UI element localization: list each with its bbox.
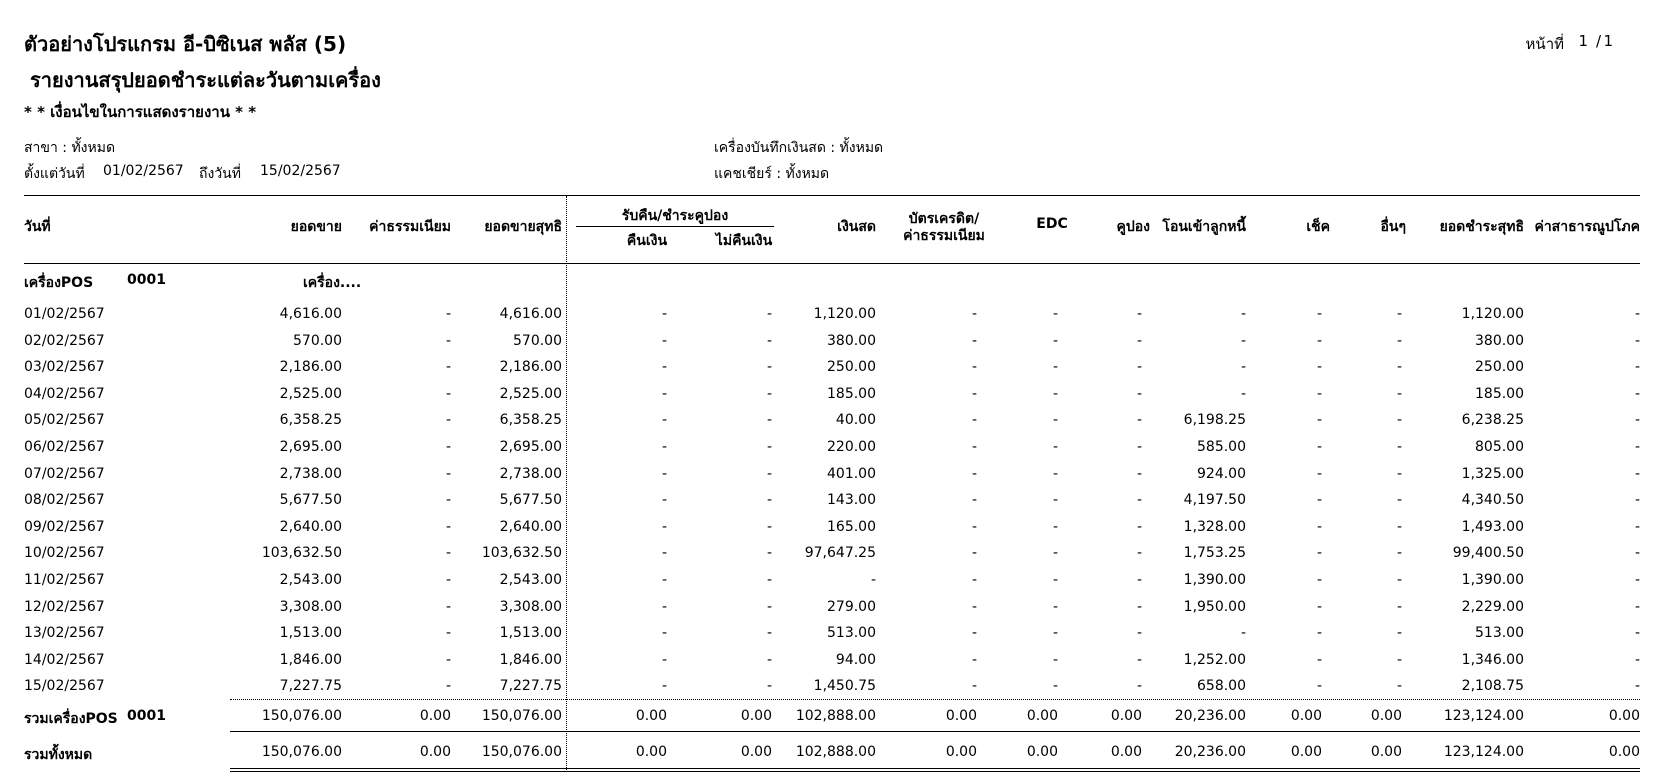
row-cell-edc: - [1052,333,1058,349]
grand-total-rn: 0.00 [740,744,772,760]
row-date: 14/02/2567 [24,652,105,668]
group-total-netpay: 123,124.00 [1443,708,1524,724]
row-cell-other: - [1396,625,1402,641]
row-cell-cash: 380.00 [827,333,876,349]
row-cell-edc: - [1052,386,1058,402]
row-cell-cc: - [971,519,977,535]
row-cell-net: 6,358.25 [499,412,562,428]
row-cell-net: 2,543.00 [499,572,562,588]
row-cell-transfer: - [1240,359,1246,375]
row-date: 12/02/2567 [24,599,105,615]
row-date: 01/02/2567 [24,306,105,322]
grand-total-rc: 0.00 [635,744,667,760]
row-cell-sales: 5,677.50 [279,492,342,508]
row-cell-netpay: 1,390.00 [1461,572,1524,588]
row-cell-util: - [1634,545,1640,561]
row-cell-net: 103,632.50 [481,545,562,561]
row-cell-cheque: - [1316,386,1322,402]
row-cell-coupon: - [1136,572,1142,588]
row-cell-transfer: 1,252.00 [1183,652,1246,668]
group-total-rc: 0.00 [635,708,667,724]
row-cell-rn: - [766,678,772,694]
row-cell-cheque: - [1316,333,1322,349]
row-cell-other: - [1396,306,1402,322]
row-cell-fee: - [445,439,451,455]
row-cell-edc: - [1052,545,1058,561]
col-refund-cash: คืนเงิน [626,233,668,249]
row-cell-rn: - [766,439,772,455]
row-date: 10/02/2567 [24,545,105,561]
row-cell-transfer: - [1240,333,1246,349]
row-cell-edc: - [1052,652,1058,668]
row-cell-rn: - [766,519,772,535]
row-cell-rc: - [661,306,667,322]
row-cell-util: - [1634,439,1640,455]
row-cell-transfer: 4,197.50 [1183,492,1246,508]
group-total-fee: 0.00 [419,708,451,724]
row-cell-edc: - [1052,439,1058,455]
row-cell-net: 2,525.00 [499,386,562,402]
row-cell-fee: - [445,466,451,482]
row-cell-util: - [1634,466,1640,482]
group-total-transfer: 20,236.00 [1174,708,1246,724]
row-cell-netpay: 513.00 [1475,625,1524,641]
row-cell-net: 3,308.00 [499,599,562,615]
grand-total-fee: 0.00 [419,744,451,760]
grand-total-net: 150,076.00 [481,744,562,760]
page-total: 1 [1603,32,1613,50]
row-cell-rn: - [766,359,772,375]
row-cell-netpay: 1,493.00 [1461,519,1524,535]
row-cell-other: - [1396,359,1402,375]
row-cell-net: 2,640.00 [499,519,562,535]
row-date: 02/02/2567 [24,333,105,349]
row-cell-netpay: 185.00 [1475,386,1524,402]
row-cell-netpay: 6,238.25 [1461,412,1524,428]
row-cell-other: - [1396,333,1402,349]
row-cell-edc: - [1052,678,1058,694]
row-cell-net: 2,738.00 [499,466,562,482]
row-cell-cc: - [971,359,977,375]
row-cell-cash: 185.00 [827,386,876,402]
row-cell-rc: - [661,625,667,641]
row-cell-transfer: - [1240,625,1246,641]
row-cell-netpay: 250.00 [1475,359,1524,375]
row-cell-coupon: - [1136,545,1142,561]
grand-total-cheque: 0.00 [1290,744,1322,760]
col-sales: ยอดขาย [290,219,342,235]
row-cell-cash: 1,450.75 [813,678,876,694]
row-cell-cash: 165.00 [827,519,876,535]
row-date: 03/02/2567 [24,359,105,375]
row-cell-other: - [1396,545,1402,561]
row-cell-coupon: - [1136,678,1142,694]
row-date: 11/02/2567 [24,572,105,588]
group-total-edc: 0.00 [1026,708,1058,724]
col-credit-card-line2: ค่าธรรมเนียม [903,228,985,244]
row-cell-cash: - [870,572,876,588]
row-cell-transfer: 1,753.25 [1183,545,1246,561]
row-cell-coupon: - [1136,599,1142,615]
group-total-cash: 102,888.00 [795,708,876,724]
row-cell-sales: 2,543.00 [279,572,342,588]
row-cell-cc: - [971,333,977,349]
row-cell-other: - [1396,439,1402,455]
conditions-title: * * เงื่อนไขในการแสดงรายงาน * * [24,103,257,121]
row-cell-edc: - [1052,359,1058,375]
group-total-cc: 0.00 [945,708,977,724]
row-cell-rn: - [766,625,772,641]
row-cell-util: - [1634,359,1640,375]
col-cheque: เช็ค [1306,219,1330,235]
group-total-cheque: 0.00 [1290,708,1322,724]
row-cell-rc: - [661,519,667,535]
row-cell-util: - [1634,492,1640,508]
row-cell-edc: - [1052,466,1058,482]
row-cell-coupon: - [1136,359,1142,375]
row-cell-other: - [1396,652,1402,668]
row-cell-cash: 143.00 [827,492,876,508]
row-cell-sales: 4,616.00 [279,306,342,322]
row-cell-transfer: 924.00 [1197,466,1246,482]
row-cell-rc: - [661,652,667,668]
row-cell-rc: - [661,678,667,694]
row-date: 06/02/2567 [24,439,105,455]
row-cell-rc: - [661,412,667,428]
table-header-bottom-line [24,263,1640,264]
col-net-payment: ยอดชำระสุทธิ [1439,219,1524,235]
row-cell-rc: - [661,359,667,375]
row-cell-cc: - [971,625,977,641]
row-cell-other: - [1396,678,1402,694]
row-cell-coupon: - [1136,386,1142,402]
row-cell-cheque: - [1316,439,1322,455]
group-total-code: 0001 [127,708,166,724]
row-cell-cash: 279.00 [827,599,876,615]
row-cell-fee: - [445,599,451,615]
row-cell-cc: - [971,652,977,668]
row-cell-cheque: - [1316,492,1322,508]
row-cell-rc: - [661,572,667,588]
row-cell-transfer: 658.00 [1197,678,1246,694]
row-cell-transfer: 1,328.00 [1183,519,1246,535]
row-cell-cheque: - [1316,572,1322,588]
col-net-sales: ยอดขายสุทธิ [484,219,562,235]
row-cell-fee: - [445,386,451,402]
col-transfer: โอนเข้าลูกหนี้ [1162,219,1246,235]
row-cell-transfer: 585.00 [1197,439,1246,455]
row-cell-net: 1,513.00 [499,625,562,641]
row-cell-rc: - [661,439,667,455]
row-cell-cc: - [971,412,977,428]
row-cell-other: - [1396,492,1402,508]
row-cell-fee: - [445,492,451,508]
row-cell-coupon: - [1136,652,1142,668]
row-cell-util: - [1634,386,1640,402]
row-cell-sales: 1,846.00 [279,652,342,668]
col-coupon: คูปอง [1116,219,1150,235]
row-cell-other: - [1396,466,1402,482]
group-total-coupon: 0.00 [1110,708,1142,724]
row-cell-fee: - [445,572,451,588]
row-cell-netpay: 1,120.00 [1461,306,1524,322]
report-title: รายงานสรุปยอดชำระแต่ละวันตามเครื่อง [30,68,381,92]
row-cell-util: - [1634,572,1640,588]
filter-date-to-label: ถึงวันที่ [199,166,241,182]
row-cell-cheque: - [1316,678,1322,694]
row-cell-netpay: 2,229.00 [1461,599,1524,615]
table-header-top-line [24,195,1640,196]
row-cell-rn: - [766,652,772,668]
row-cell-net: 4,616.00 [499,306,562,322]
row-cell-sales: 7,227.75 [279,678,342,694]
row-cell-fee: - [445,333,451,349]
row-cell-sales: 3,308.00 [279,599,342,615]
row-cell-cheque: - [1316,545,1322,561]
row-cell-transfer: - [1240,386,1246,402]
row-cell-cash: 220.00 [827,439,876,455]
row-cell-cash: 250.00 [827,359,876,375]
group-total-top-line [230,699,1640,700]
row-cell-edc: - [1052,492,1058,508]
row-cell-fee: - [445,412,451,428]
col-date: วันที่ [24,219,51,235]
row-cell-net: 1,846.00 [499,652,562,668]
row-cell-fee: - [445,519,451,535]
row-cell-coupon: - [1136,412,1142,428]
row-cell-edc: - [1052,412,1058,428]
row-cell-util: - [1634,678,1640,694]
row-cell-rn: - [766,306,772,322]
col-cash: เงินสด [837,219,876,235]
row-cell-coupon: - [1136,625,1142,641]
row-cell-coupon: - [1136,333,1142,349]
row-cell-fee: - [445,625,451,641]
row-cell-util: - [1634,625,1640,641]
row-cell-fee: - [445,652,451,668]
grand-total-edc: 0.00 [1026,744,1058,760]
row-cell-net: 570.00 [513,333,562,349]
row-cell-rn: - [766,466,772,482]
row-cell-fee: - [445,545,451,561]
row-date: 05/02/2567 [24,412,105,428]
row-cell-coupon: - [1136,439,1142,455]
col-utility: ค่าสาธารณูปโภค [1534,219,1640,235]
row-cell-sales: 2,525.00 [279,386,342,402]
row-cell-sales: 570.00 [293,333,342,349]
group-label: เครื่องPOS [24,275,94,291]
row-cell-rc: - [661,466,667,482]
page-label: หน้าที่ [1525,35,1564,53]
row-cell-cash: 40.00 [835,412,876,428]
row-cell-other: - [1396,572,1402,588]
row-cell-netpay: 99,400.50 [1452,545,1524,561]
row-cell-cheque: - [1316,412,1322,428]
col-refund-group: รับคืน/ชำระคูปอง [621,208,729,224]
group-total-other: 0.00 [1370,708,1402,724]
row-cell-rc: - [661,333,667,349]
grand-total-coupon: 0.00 [1110,744,1142,760]
row-cell-netpay: 1,325.00 [1461,466,1524,482]
row-cell-transfer: 1,950.00 [1183,599,1246,615]
page-separator: / [1595,32,1601,50]
row-cell-netpay: 4,340.50 [1461,492,1524,508]
row-cell-cc: - [971,466,977,482]
row-cell-cheque: - [1316,359,1322,375]
grand-total-transfer: 20,236.00 [1174,744,1246,760]
filter-date-from-label: ตั้งแต่วันที่ [24,166,85,182]
group-total-net: 150,076.00 [481,708,562,724]
row-cell-edc: - [1052,306,1058,322]
row-date: 04/02/2567 [24,386,105,402]
row-cell-cc: - [971,492,977,508]
row-cell-fee: - [445,306,451,322]
col-credit-card-line1: บัตรเครดิต/ [908,211,980,227]
row-cell-transfer: 6,198.25 [1183,412,1246,428]
row-cell-sales: 2,738.00 [279,466,342,482]
row-cell-netpay: 805.00 [1475,439,1524,455]
row-cell-cc: - [971,386,977,402]
col-other: อื่นๆ [1380,219,1406,235]
row-cell-sales: 103,632.50 [261,545,342,561]
row-cell-sales: 2,640.00 [279,519,342,535]
row-cell-rn: - [766,572,772,588]
row-cell-cash: 1,120.00 [813,306,876,322]
group-total-bottom-line [230,731,1640,732]
row-date: 09/02/2567 [24,519,105,535]
row-cell-sales: 2,695.00 [279,439,342,455]
filter-cash-register: เครื่องบันทึกเงินสด : ทั้งหมด [714,140,884,156]
col-refund-nocash: ไม่คืนเงิน [715,233,773,249]
row-cell-net: 2,695.00 [499,439,562,455]
row-cell-netpay: 1,346.00 [1461,652,1524,668]
row-cell-cheque: - [1316,652,1322,668]
row-cell-fee: - [445,678,451,694]
row-cell-other: - [1396,412,1402,428]
row-cell-rn: - [766,599,772,615]
grand-total-sales: 150,076.00 [261,744,342,760]
row-cell-edc: - [1052,572,1058,588]
row-cell-fee: - [445,359,451,375]
row-cell-netpay: 380.00 [1475,333,1524,349]
row-cell-sales: 6,358.25 [279,412,342,428]
row-cell-net: 7,227.75 [499,678,562,694]
company-name: ตัวอย่างโปรแกรม อี-บิซิเนส พลัส (5) [24,32,347,56]
row-cell-edc: - [1052,625,1058,641]
group-code: 0001 [127,272,166,288]
row-date: 13/02/2567 [24,625,105,641]
row-cell-transfer: 1,390.00 [1183,572,1246,588]
filter-branch: สาขา : ทั้งหมด [24,140,116,156]
row-cell-cash: 97,647.25 [804,545,876,561]
row-cell-net: 2,186.00 [499,359,562,375]
row-cell-util: - [1634,333,1640,349]
grand-total-cash: 102,888.00 [795,744,876,760]
row-cell-rc: - [661,492,667,508]
row-cell-util: - [1634,519,1640,535]
row-cell-edc: - [1052,519,1058,535]
row-cell-cheque: - [1316,306,1322,322]
row-cell-edc: - [1052,599,1058,615]
group-total-sales: 150,076.00 [261,708,342,724]
row-cell-rc: - [661,386,667,402]
filter-date-to: 15/02/2567 [260,163,341,179]
grand-total-other: 0.00 [1370,744,1402,760]
col-fee: ค่าธรรมเนียม [369,219,451,235]
col-edc: EDC [1036,216,1068,232]
row-cell-cc: - [971,678,977,694]
row-cell-net: 5,677.50 [499,492,562,508]
group-total-util: 0.00 [1608,708,1640,724]
group-name: เครื่อง.... [303,275,362,291]
row-cell-cc: - [971,306,977,322]
row-cell-cheque: - [1316,599,1322,615]
grand-total-util: 0.00 [1608,744,1640,760]
row-cell-other: - [1396,599,1402,615]
row-cell-rn: - [766,412,772,428]
row-cell-other: - [1396,386,1402,402]
grand-total-line-1 [230,768,1640,769]
filter-cashier: แคชเชียร์ : ทั้งหมด [714,166,830,182]
page-number: 1 [1578,32,1588,50]
grand-total-netpay: 123,124.00 [1443,744,1524,760]
row-cell-util: - [1634,599,1640,615]
row-cell-cc: - [971,599,977,615]
row-cell-rn: - [766,333,772,349]
row-cell-util: - [1634,306,1640,322]
row-cell-cc: - [971,439,977,455]
row-cell-rn: - [766,492,772,508]
row-cell-cc: - [971,572,977,588]
group-total-label: รวมเครื่องPOS [24,711,118,727]
row-cell-cheque: - [1316,519,1322,535]
row-cell-coupon: - [1136,519,1142,535]
row-date: 15/02/2567 [24,678,105,694]
row-date: 07/02/2567 [24,466,105,482]
row-cell-rn: - [766,545,772,561]
row-cell-rc: - [661,545,667,561]
row-cell-other: - [1396,519,1402,535]
group-total-rn: 0.00 [740,708,772,724]
grand-total-cc: 0.00 [945,744,977,760]
row-cell-rn: - [766,386,772,402]
row-cell-sales: 1,513.00 [279,625,342,641]
row-cell-netpay: 2,108.75 [1461,678,1524,694]
row-cell-cash: 513.00 [827,625,876,641]
row-cell-cheque: - [1316,625,1322,641]
row-cell-transfer: - [1240,306,1246,322]
row-cell-cash: 401.00 [827,466,876,482]
grand-total-line-2 [230,771,1640,772]
row-cell-coupon: - [1136,466,1142,482]
row-date: 08/02/2567 [24,492,105,508]
filter-date-from: 01/02/2567 [103,163,184,179]
row-cell-coupon: - [1136,492,1142,508]
row-cell-sales: 2,186.00 [279,359,342,375]
row-cell-cheque: - [1316,466,1322,482]
grand-total-label: รวมทั้งหมด [24,747,93,763]
row-cell-util: - [1634,412,1640,428]
row-cell-cash: 94.00 [835,652,876,668]
row-cell-rc: - [661,599,667,615]
row-cell-util: - [1634,652,1640,668]
row-cell-cc: - [971,545,977,561]
row-cell-coupon: - [1136,306,1142,322]
